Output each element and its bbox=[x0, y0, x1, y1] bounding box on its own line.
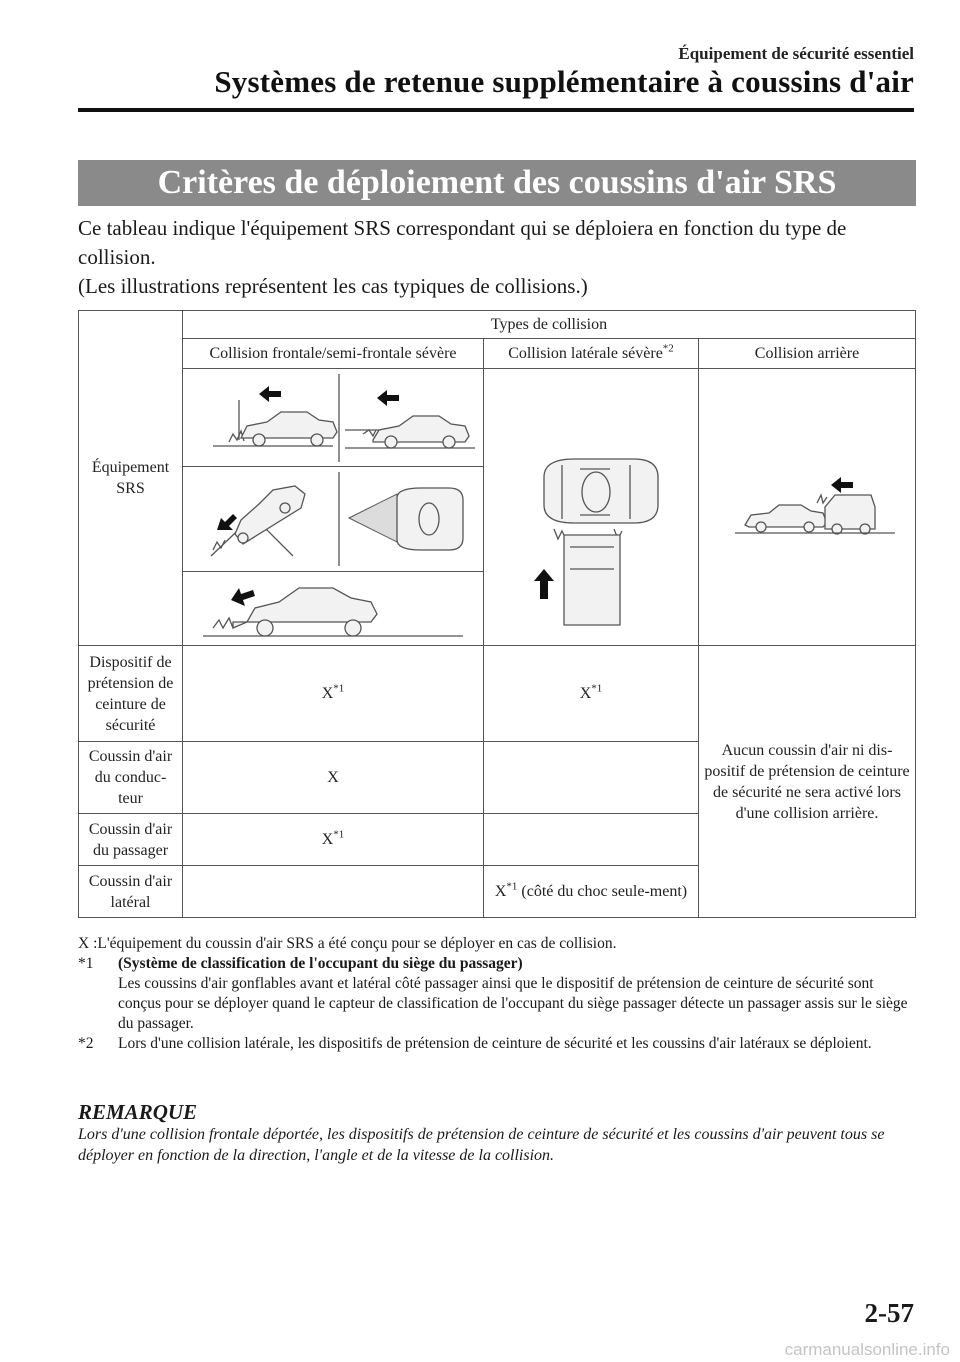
note-2-marker: *2 bbox=[78, 1035, 94, 1052]
equipment-header: Équipement SRS bbox=[79, 311, 183, 646]
row-pretensioner-frontal-x: X bbox=[321, 685, 334, 702]
frontal-illustration-1 bbox=[183, 369, 484, 467]
srs-deployment-table bbox=[78, 310, 916, 918]
intro-line-2: (Les illustrations représentent les cas typiques de collisions.) bbox=[78, 274, 588, 298]
row-side-airbag-lateral-suffix: (côté du choc seule-ment) bbox=[517, 883, 688, 900]
lateral-illustration bbox=[484, 369, 699, 646]
rear-collision-text: Aucun coussin d'air ni dis-positif de prétension de ceinture de sécurité ne sera activé lors d'une collision arrière. bbox=[699, 646, 916, 918]
note-x-marker: X : bbox=[78, 935, 98, 952]
header-rule bbox=[78, 108, 914, 112]
row-driver-airbag-label: Coussin d'air du conduc-teur bbox=[79, 742, 183, 814]
row-passenger-airbag-frontal-x: X bbox=[321, 831, 334, 848]
chapter-subtitle: Équipement de sécurité essentiel bbox=[678, 44, 914, 63]
col-lateral-header bbox=[484, 339, 699, 369]
row-side-airbag-frontal bbox=[183, 866, 484, 918]
note-x bbox=[78, 934, 918, 954]
row-side-airbag-lateral-note: *1 bbox=[506, 880, 518, 893]
frontal-illustration-3 bbox=[183, 571, 484, 645]
row-side-airbag-label: Coussin d'air latéral bbox=[79, 866, 183, 918]
col-lateral-label: Collision latérale sévère bbox=[508, 345, 663, 362]
note-1-text: Les coussins d'air gonflables avant et latéral côté passager ainsi que le dispositif de prétension de ceinture de sécurité sont conçus pour se déployer quand le capteur de classification de l'occupant du siège passager détecte un passager assis sur le siège du passager. bbox=[118, 975, 908, 1032]
row-passenger-airbag-frontal bbox=[183, 814, 484, 866]
col-lateral-note: *2 bbox=[662, 342, 674, 355]
row-passenger-airbag-lateral bbox=[484, 814, 699, 866]
note-2-text: Lors d'une collision latérale, les dispositifs de prétension de ceinture de sécurité et les coussins d'air latéraux se déploient. bbox=[118, 1035, 872, 1052]
row-side-airbag-lateral bbox=[484, 866, 699, 918]
note-2 bbox=[78, 1034, 918, 1054]
note-1 bbox=[78, 954, 918, 1034]
note-1-marker: *1 bbox=[78, 955, 94, 972]
row-pretensioner-lateral-note: *1 bbox=[591, 682, 603, 695]
row-driver-airbag-frontal: X bbox=[183, 742, 484, 814]
intro-text bbox=[78, 214, 916, 301]
row-side-airbag-lateral-x: X bbox=[494, 883, 507, 900]
watermark: carmanualsonline.info bbox=[784, 1340, 950, 1359]
row-passenger-airbag-frontal-note: *1 bbox=[333, 828, 345, 841]
row-pretensioner-label: Dispositif de prétension de ceinture de sécurité bbox=[79, 646, 183, 742]
remark-title: REMARQUE bbox=[78, 1100, 198, 1124]
row-passenger-airbag-label: Coussin d'air du passager bbox=[79, 814, 183, 866]
row-pretensioner-lateral-x: X bbox=[579, 685, 592, 702]
section-title: Critères de déploiement des coussins d'air SRS bbox=[78, 160, 916, 206]
rear-illustration bbox=[699, 369, 916, 646]
intro-line-1: Ce tableau indique l'équipement SRS correspondant qui se déploiera en fonction du type de collision. bbox=[78, 216, 847, 269]
row-pretensioner-lateral bbox=[484, 646, 699, 742]
collision-types-header: Types de collision bbox=[183, 311, 916, 339]
remark-text: Lors d'une collision frontale déportée, les dispositifs de prétension de ceinture de sécurité et les coussins d'air peuvent tous se déployer en fonction de la direction, l'angle et de la vitesse de la collision. bbox=[78, 1126, 885, 1164]
note-1-title: (Système de classification de l'occupant du siège du passager) bbox=[118, 955, 523, 972]
row-pretensioner-frontal-note: *1 bbox=[333, 682, 345, 695]
table-notes bbox=[78, 934, 918, 1054]
row-pretensioner-frontal bbox=[183, 646, 484, 742]
page-number: 2-57 bbox=[864, 1298, 914, 1328]
row-driver-airbag-lateral bbox=[484, 742, 699, 814]
chapter-title: Systèmes de retenue supplémentaire à coussins d'air bbox=[214, 64, 914, 99]
col-frontal-header: Collision frontale/semi-frontale sévère bbox=[183, 339, 484, 369]
frontal-illustration-2 bbox=[183, 467, 484, 571]
col-rear-header: Collision arrière bbox=[699, 339, 916, 369]
note-x-text: L'équipement du coussin d'air SRS a été conçu pour se déployer en cas de collision. bbox=[97, 935, 617, 952]
